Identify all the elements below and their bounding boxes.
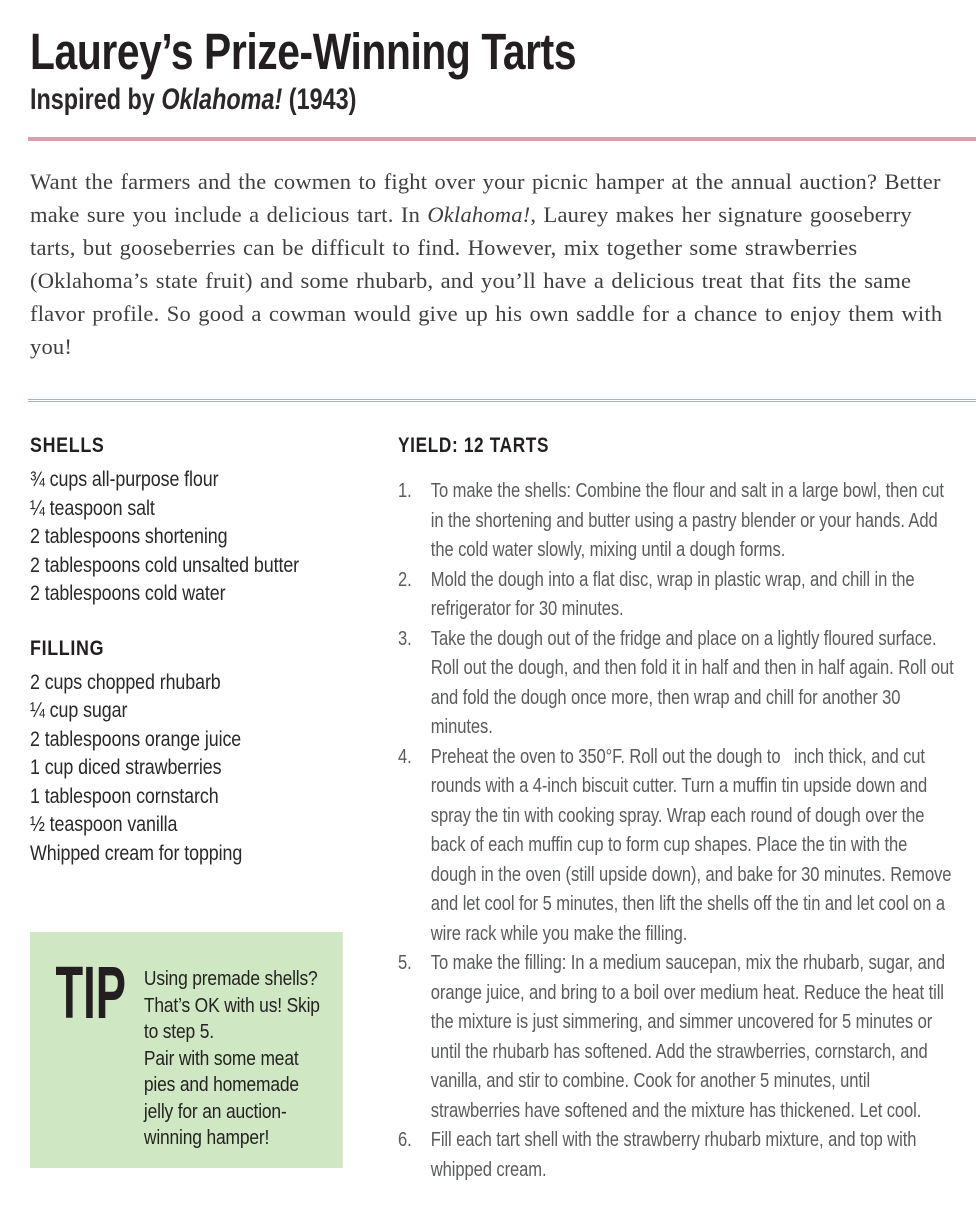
step-number: 3. xyxy=(398,627,412,650)
intro-show-title: Oklahoma! xyxy=(427,202,531,227)
subtitle-prefix: Inspired by xyxy=(30,83,162,116)
step-number: 2. xyxy=(398,568,412,591)
ingredient-item: ¼ cup sugar xyxy=(30,699,128,722)
shells-list xyxy=(30,466,343,609)
subtitle-year: (1943) xyxy=(282,83,357,116)
step-item xyxy=(398,949,956,1126)
tip-box xyxy=(30,932,343,1168)
divider-middle xyxy=(28,399,976,402)
recipe-page xyxy=(0,23,976,1226)
ingredients-column xyxy=(30,434,343,1168)
intro-text-1: Want the farmers and the cowmen to fight over your picnic hamper at the annual auction? Better make sure you include a delicious tart. In xyxy=(30,169,941,227)
intro-paragraph xyxy=(30,165,946,396)
step-item xyxy=(398,743,956,950)
filling-list xyxy=(30,669,343,869)
divider-top xyxy=(28,137,976,141)
step-text: To make the shells: Combine the flour and salt in a large bowl, then cut in the shortening and butter using a pastry blender or your hands. Add the cold water slowly, mixing until a dough forms. xyxy=(430,480,944,561)
step-text: Take the dough out of the fridge and place on a lightly floured surface. Roll out the dough, and then fold it in half and then in half again. Roll out and fold the dough once more, then wrap and chill for another 30 minutes. xyxy=(430,627,954,738)
step-number: 6. xyxy=(398,1129,412,1151)
ingredient-item: 2 tablespoons cold water xyxy=(30,582,226,605)
recipe-body xyxy=(30,434,976,1185)
step-number: 1. xyxy=(398,480,412,502)
tip-line: Using premade shells? That’s OK with us! Skip to step 5. xyxy=(143,967,320,1043)
directions-column xyxy=(398,434,956,1185)
filling-heading: FILLING xyxy=(30,636,105,660)
step-text: Preheat the oven to 350°F. Roll out the dough to inch thick, and cut rounds with a 4-inch biscuit cutter. Turn a muffin tin upside down and spray the tin with cooking spray. Wrap each round of dough over the back of each muffin cup to form cup shapes. Place the tin with the dough in the oven (still upside down), and bake for 30 minutes. Remove and let cool for 5 minutes, then lift the shells off the tin and let cool on a wire rack while you make the filling. xyxy=(430,745,952,945)
subtitle-show-title: Oklahoma! xyxy=(161,83,283,116)
step-number: 4. xyxy=(398,745,412,768)
steps-list xyxy=(398,477,956,1185)
tip-label: TIP xyxy=(55,951,126,1034)
ingredient-item: 1 cup diced strawberries xyxy=(30,756,222,779)
tip-text xyxy=(144,962,323,1152)
ingredient-item: ¼ teaspoon salt xyxy=(30,496,155,520)
ingredient-item: ¾ cups all-purpose flour xyxy=(30,468,219,491)
step-text: Fill each tart shell with the strawberry rhubarb mixture, and top with whipped cream. xyxy=(430,1129,917,1181)
step-item xyxy=(398,625,956,743)
ingredient-item: 1 tablespoon cornstarch xyxy=(30,784,219,808)
yield-heading: YIELD: 12 TARTS xyxy=(398,434,550,457)
step-text: Mold the dough into a flat disc, wrap in plastic wrap, and chill in the refrigerator for 30 minutes. xyxy=(430,568,915,620)
step-number: 5. xyxy=(398,952,412,974)
ingredient-item: Whipped cream for topping xyxy=(30,841,243,865)
shells-heading: SHELLS xyxy=(30,434,105,457)
ingredient-item: 2 tablespoons orange juice xyxy=(30,727,242,751)
step-item xyxy=(398,477,956,566)
ingredient-item: 2 cups chopped rhubarb xyxy=(30,670,221,694)
ingredient-item: 2 tablespoons cold unsalted butter xyxy=(30,553,300,577)
step-text: To make the filling: In a medium saucepan, mix the rhubarb, sugar, and orange juice, and bring to a boil over medium heat. Reduce the heat till the mixture is just simmering, and simmer uncovered for 5 minutes or until the rhubarb has softened. Add the strawberries, cornstarch, and vanilla, and stir to combine. Cook for another 5 minutes, until strawberries have softened and the mixture has thickened. Let cool. xyxy=(430,952,945,1122)
ingredient-item: 2 tablespoons shortening xyxy=(30,525,228,548)
step-item xyxy=(398,566,956,625)
tip-line: Pair with some meat pies and homemade jelly for an auction-winning hamper! xyxy=(143,1046,299,1149)
step-item xyxy=(398,1126,956,1185)
page-subtitle xyxy=(30,85,768,115)
page-title: Laurey’s Prize-Winning Tarts xyxy=(30,23,577,80)
intro-text-2: , Laurey makes her signature gooseberry tarts, but gooseberries can be difficult to find. However, mix together some strawberries (Oklahoma’s state fruit) and some rhubarb, and you’ll have a delicious treat that fits the same flavor profile. So good a cowman would give up his own saddle for a chance to enjoy them with you! xyxy=(30,202,943,359)
ingredient-item: ½ teaspoon vanilla xyxy=(30,813,178,836)
